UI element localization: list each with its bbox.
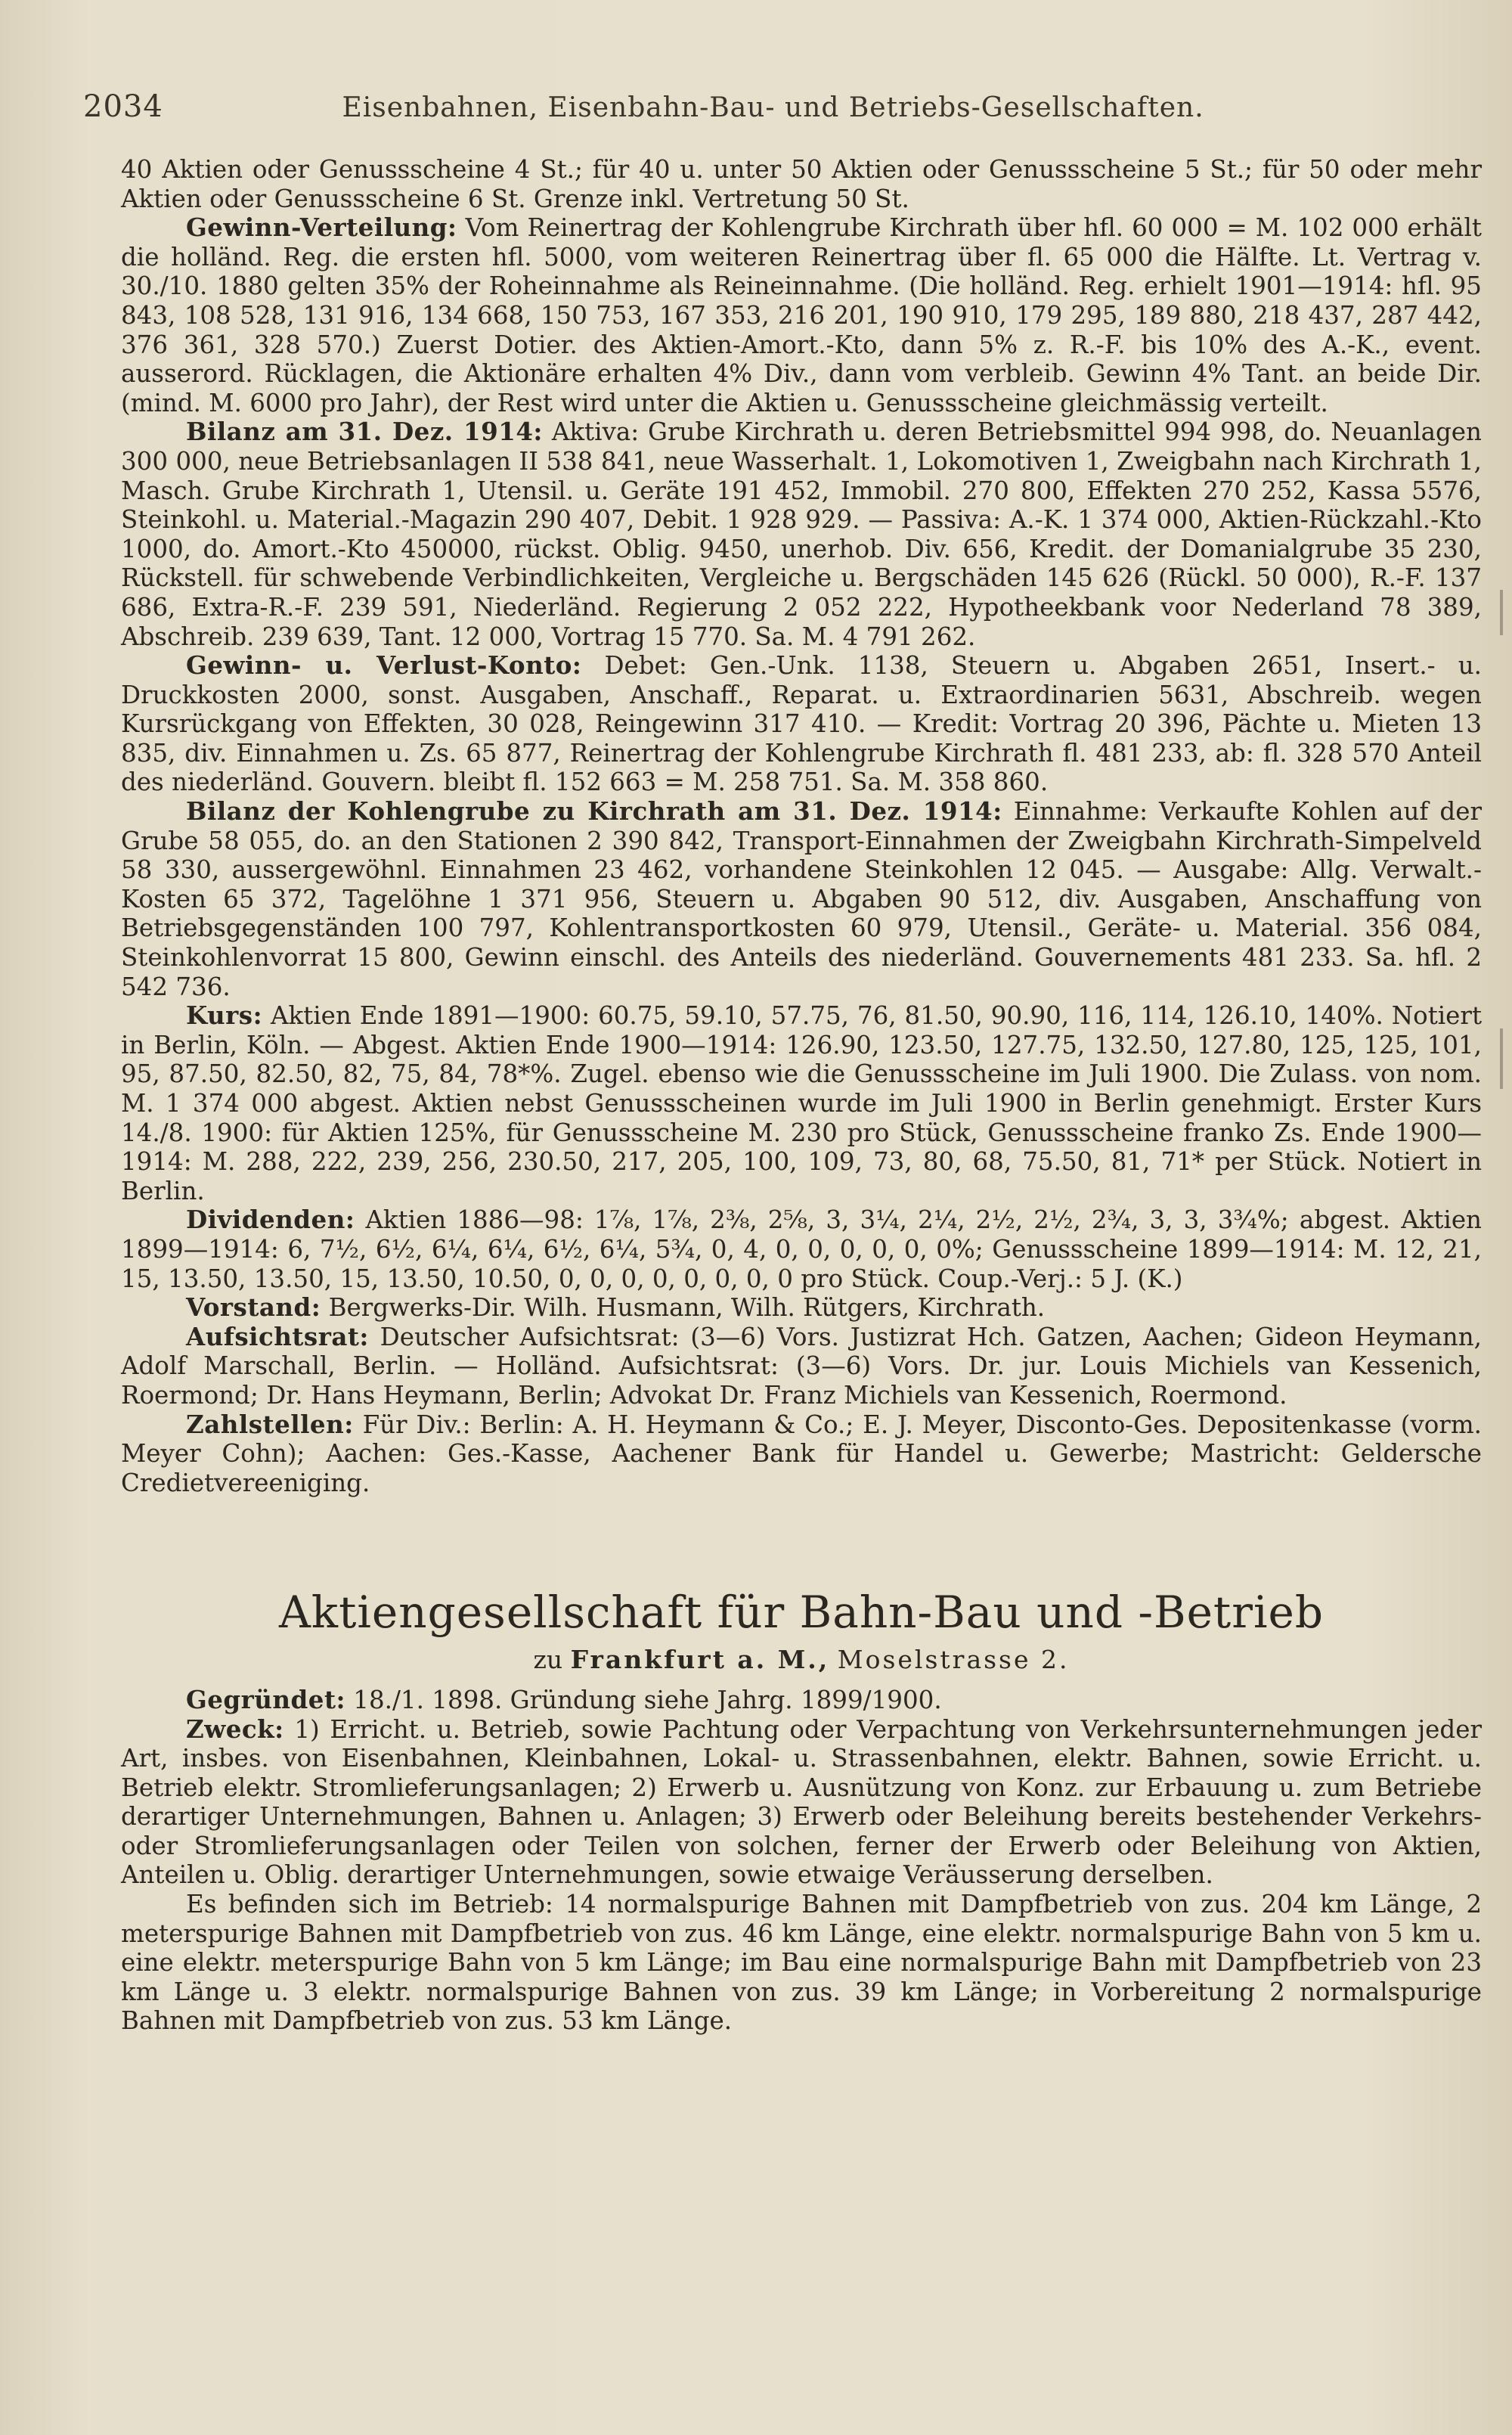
section-label: Bilanz am 31. Dez. 1914: — [186, 417, 543, 447]
entry-paragraph — [121, 1410, 1482, 1498]
section-label: Zahlstellen: — [186, 1409, 354, 1439]
company-city: Frankfurt a. M., — [570, 1645, 830, 1675]
company-title: Aktiengesellschaft für Bahn-Bau und -Betrieb — [279, 1587, 1324, 1639]
entry-paragraph — [121, 1890, 1482, 2036]
section-label: Kurs: — [186, 1000, 263, 1031]
running-title: Eisenbahnen, Eisenbahn-Bau- und Betriebs-Gesellschaften. — [342, 92, 1204, 123]
text-column — [121, 155, 1482, 2036]
entry-paragraph — [121, 213, 1482, 417]
section-text: 1) Erricht. u. Betrieb, sowie Pachtung oder Verpachtung von Verkehrsunternehmungen jeder Art, insbes. von Eisenbahnen, Kleinbahnen, Lokal- u. Strassenbahnen, elektr. Bahnen, sowie Erricht. u. Betrieb elektr. Stromlieferungsanlagen; 2) Erwerb u. Ausnützung von Konz. zur Erbauung u. zum Betriebe derartiger Unternehmungen, Bahnen u. Anlagen; 3) Erwerb oder Beleihung bereits bestehender Verkehrs- oder Stromlieferungsanlagen oder Teilen von solchen, ferner der Erwerb oder Beleihung von Aktien, Anteilen u. Oblig. derartiger Unternehmungen, sowie etwaige Veräusserung derselben. — [121, 1714, 1482, 1890]
section-text: Für Div.: Berlin: A. H. Heymann & Co.; E. J. Meyer, Disconto-Ges. Depositenkasse (vorm. Meyer Cohn); Aachen: Ges.-Kasse, Aachener Bank für Handel u. Gewerbe; Mastricht: Geldersche Credietvereeniging. — [121, 1410, 1482, 1497]
section-label: Gewinn- u. Verlust-Konto: — [186, 650, 582, 681]
entry-paragraph — [121, 1205, 1482, 1293]
section-text: Bergwerks-Dir. Wilh. Husmann, Wilh. Rütgers, Kirchrath. — [328, 1293, 1046, 1323]
section-text: Aktien Ende 1891—1900: 60.75, 59.10, 57.75, 76, 81.50, 90.90, 116, 114, 126.10, 140%. Notiert in Berlin, Köln. — Abgest. Aktien Ende 1900—1914: 126.90, 123.50, 127.75, 132.50, 127.80, 125, 125, 101, 95, 87.50, 82.50, 82, 75, 84, 78*%. Zugel. ebenso wie die Genussscheine im Juli 1900. Die Zulass. von nom. M. 1 374 000 abgest. Aktien nebst Genussscheinen wurde im Juli 1900 in Berlin genehmigt. Erster Kurs 14./8. 1900: für Aktien 125%, für Genussscheine M. 230 pro Stück, Genussscheine franko Zs. Ende 1900—1914: M. 288, 222, 239, 256, 230.50, 217, 205, 100, 109, 73, 80, 68, 75.50, 81, 71* per Stück. Notiert in Berlin. — [121, 1001, 1483, 1205]
previous-company-entry — [121, 155, 1482, 1497]
section-text: Aktiva: Grube Kirchrath u. deren Betriebsmittel 994 998, do. Neuanlagen 300 000, neue Betriebsanlagen II 538 841, neue Wasserhalt. 1, Lokomotiven 1, Zweigbahn nach Kirchrath 1, Masch. Grube Kirchrath 1, Utensil. u. Geräte 191 452, Immobil. 270 800, Effekten 270 252, Kassa 5576, Steinkohl. u. Material.-Magazin 290 407, Debit. 1 928 929. — Passiva: A.-K. 1 374 000, Aktien-Rückzahl.-Kto 1000, do. Amort.-Kto 450000, rückst. Oblig. 9450, unerhob. Div. 656, Kredit. der Domanialgrube 35 230, Rückstell. für schwebende Verbindlichkeiten, Vergleiche u. Bergschäden 145 626 (Rückl. 50 000), R.-F. 137 686, Extra-R.-F. 239 591, Niederländ. Regierung 2 052 222, Hypotheekbank voor Nederland 78 389, Abschreib. 239 639, Tant. 12 000, Vortrag 15 770. Sa. M. 4 791 262. — [121, 417, 1482, 651]
section-text: 18./1. 1898. Gründung siehe Jahrg. 1899/1900. — [353, 1685, 942, 1714]
company-street: Moselstrasse 2. — [837, 1645, 1070, 1675]
entry-paragraph — [121, 1001, 1482, 1205]
section-text: Einnahme: Verkaufte Kohlen auf der Grube 58 055, do. an den Stationen 2 390 842, Transport-Einnahmen der Zweigbahn Kirchrath-Simpelveld 58 330, aussergewöhnl. Einnahmen 23 462, vorhandene Steinkohlen 12 045. — Ausgabe: Allg. Verwalt.-Kosten 65 372, Tagelöhne 1 371 956, Steuern u. Abgaben 90 512, div. Ausgaben, Anschaffung von Betriebsgegenständen 100 797, Kohlentransportkosten 60 979, Utensil., Geräte- u. Material. 356 084, Steinkohlenvorrat 15 800, Gewinn einschl. des Anteils des niederländ. Gouvernements 481 233. Sa. hfl. 2 542 736. — [121, 797, 1482, 1001]
entry-paragraph — [121, 1686, 1482, 1715]
entry-paragraph — [121, 797, 1482, 1001]
entry-paragraph — [121, 417, 1482, 651]
company-entry — [121, 1588, 1482, 2036]
section-text: Deutscher Aufsichtsrat: (3—6) Vors. Justizrat Hch. Gatzen, Aachen; Gideon Heymann, Adolf Marschall, Berlin. — Holländ. Aufsichtsrat: (3—6) Vors. Dr. jur. Louis Michiels van Kessenich, Roermond; Dr. Hans Heymann, Berlin; Advokat Dr. Franz Michiels van Kessenich, Roermond. — [121, 1322, 1482, 1410]
section-label: Gegründet: — [186, 1684, 345, 1714]
entry-paragraph — [121, 1715, 1482, 1891]
section-text: Aktien 1886—98: 1⅞, 1⅞, 2⅜, 2⅝, 3, 3¼, 2¼, 2½, 2½, 2¾, 3, 3, 3¾%; abgest. Aktien 1899—1914: 6, 7½, 6½, 6¼, 6¼, 6½, 6¼, 5¾, 0, 4, 0, 0, 0, 0, 0, 0%; Genussscheine 1899—1914: M. 12, 21, 15, 13.50, 13.50, 15, 13.50, 10.50, 0, 0, 0, 0, 0, 0, 0, 0 pro Stück. Coup.-Verj.: 5 J. (K.) — [121, 1205, 1482, 1293]
location-prefix: zu — [533, 1645, 563, 1675]
section-label: Gewinn-Verteilung: — [186, 212, 457, 243]
company-address-line — [121, 1646, 1482, 1675]
entry-paragraph — [121, 651, 1482, 797]
entry-paragraph — [121, 155, 1482, 213]
section-text: Vom Reinertrag der Kohlengrube Kirchrath über hfl. 60 000 = M. 102 000 erhält die holländ. Reg. die ersten hfl. 5000, vom weiteren Reinertrag über fl. 65 000 die Hälfte. Lt. Vertrag v. 30./10. 1880 gelten 35% der Roheinnahme als Reineinnahme. (Die holländ. Reg. erhielt 1901—1914: hfl. 95 843, 108 528, 131 916, 134 668, 150 753, 167 353, 216 201, 190 910, 179 295, 189 880, 218 437, 287 442, 376 361, 328 570.) Zuerst Dotier. des Aktien-Amort.-Kto, dann 5% z. R.-F. bis 10% des A.-K., event. ausserord. Rücklagen, die Aktionäre erhalten 4% Div., dann vom verbleib. Gewinn 4% Tant. an beide Dir. (mind. M. 6000 pro Jahr), der Rest wird unter die Aktien u. Genussscheine gleichmässig verteilt. — [121, 213, 1482, 417]
company-entry-body — [121, 1686, 1482, 2036]
entry-paragraph — [121, 1293, 1482, 1323]
section-label: Bilanz der Kohlengrube zu Kirchrath am 31. Dez. 1914: — [186, 796, 1002, 827]
section-gap — [121, 1497, 1482, 1588]
section-text: 40 Aktien oder Genussscheine 4 St.; für 40 u. unter 50 Aktien oder Genussscheine 5 St.; für 50 oder mehr Aktien oder Genussscheine 6 St. Grenze inkl. Vertretung 50 St. — [121, 155, 1482, 213]
running-header — [83, 89, 1467, 124]
scan-edge-mark — [1500, 590, 1503, 635]
page-number: 2034 — [83, 89, 163, 124]
scan-edge-mark — [1500, 1028, 1503, 1089]
section-label: Dividenden: — [186, 1205, 355, 1235]
section-label: Zweck: — [186, 1714, 284, 1744]
section-text: Debet: Gen.-Unk. 1138, Steuern u. Abgaben 2651, Insert.- u. Druckkosten 2000, sonst. Ausgaben, Anschaff., Reparat. u. Extraordinarien 5631, Abschreib. wegen Kursrückgang von Effekten, 30 028, Reingewinn 317 410. — Kredit: Vortrag 20 396, Pächte u. Mieten 13 835, div. Einnahmen u. Zs. 65 877, Reinertrag der Kohlengrube Kirchrath fl. 481 233, ab: fl. 328 570 Anteil des niederländ. Gouvern. bleibt fl. 152 663 = M. 258 751. Sa. M. 358 860. — [121, 651, 1482, 797]
section-label: Vorstand: — [186, 1292, 321, 1323]
section-label: Aufsichtsrat: — [186, 1321, 369, 1351]
entry-paragraph — [121, 1323, 1482, 1410]
section-text: Es befinden sich im Betrieb: 14 normalspurige Bahnen mit Dampfbetrieb von zus. 204 km Länge, 2 meterspurige Bahnen mit Dampfbetrieb von zus. 46 km Länge, eine elektr. normalspurige Bahn von 5 km u. eine elektr. meterspurige Bahn von 5 km Länge; im Bau eine normalspurige Bahn mit Dampfbetrieb von 23 km Länge u. 3 elektr. normalspurige Bahnen von zus. 39 km Länge; in Vorbereitung 2 normalspurige Bahnen mit Dampfbetrieb von zus. 53 km Länge. — [121, 1890, 1482, 2036]
